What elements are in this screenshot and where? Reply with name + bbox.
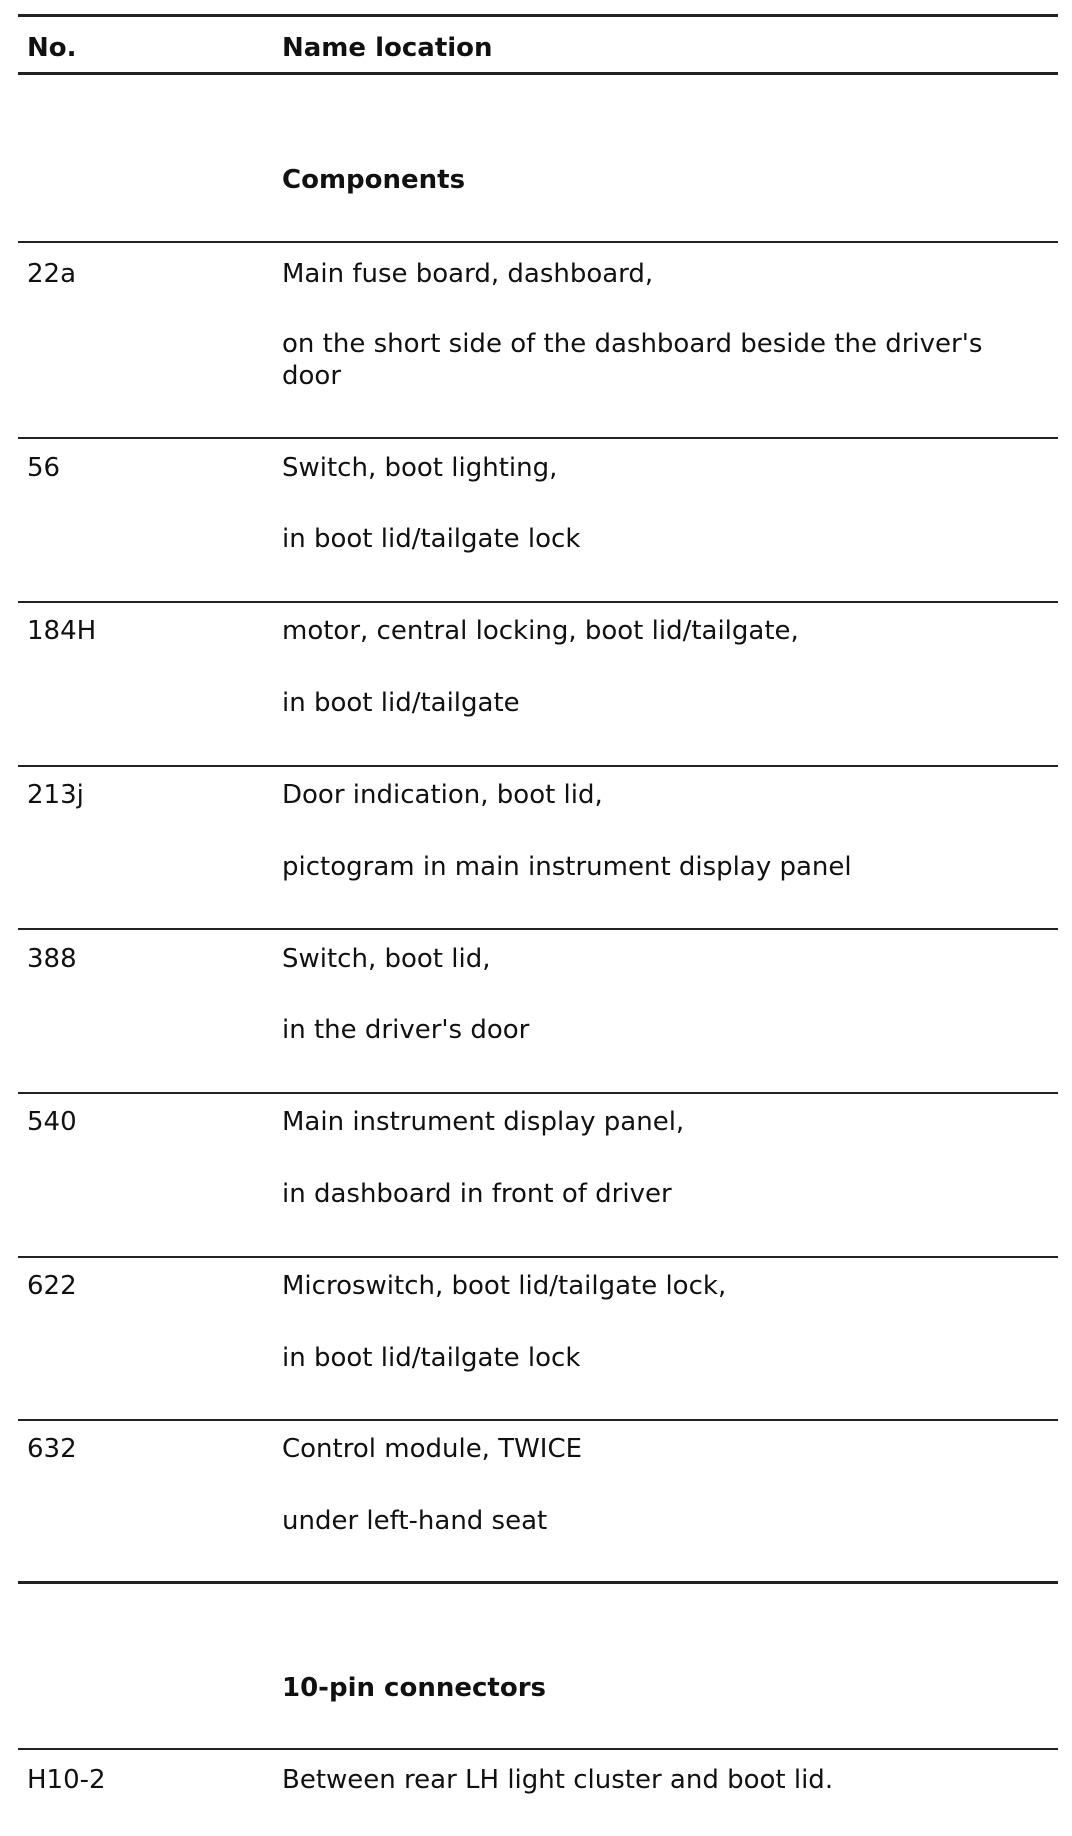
row-divider: [18, 241, 1058, 243]
row-location: under left-hand seat: [282, 1506, 548, 1536]
row-number: 56: [27, 453, 61, 483]
row-name: Microswitch, boot lid/tailgate lock,: [282, 1271, 727, 1301]
row-location: in the driver's door: [282, 1015, 530, 1045]
row-name: Door indication, boot lid,: [282, 780, 603, 810]
row-number: 622: [27, 1271, 77, 1301]
row-name: Switch, boot lid,: [282, 944, 491, 974]
row-name: Between rear LH light cluster and boot lid.: [282, 1765, 834, 1795]
row-divider: [18, 765, 1058, 767]
row-number: 388: [27, 944, 77, 974]
column-header-name-location: Name location: [282, 33, 493, 63]
row-name: motor, central locking, boot lid/tailgate,: [282, 616, 799, 646]
row-location: in dashboard in front of driver: [282, 1179, 672, 1209]
row-number: 22a: [27, 259, 77, 289]
row-name: Control module, TWICE: [282, 1434, 583, 1464]
row-name: Switch, boot lighting,: [282, 453, 558, 483]
row-name: Main fuse board, dashboard,: [282, 259, 654, 289]
row-number: 213j: [27, 780, 84, 810]
row-name: Main instrument display panel,: [282, 1107, 685, 1137]
row-number: 540: [27, 1107, 77, 1137]
row-number: 632: [27, 1434, 77, 1464]
section-end-rule: [18, 1581, 1058, 1584]
section-title: 10-pin connectors: [282, 1673, 546, 1703]
row-location: in boot lid/tailgate lock: [282, 524, 581, 554]
row-location: in boot lid/tailgate: [282, 688, 520, 718]
row-number: 184H: [27, 616, 97, 646]
row-divider: [18, 437, 1058, 439]
row-divider: [18, 1419, 1058, 1421]
row-location: on the short side of the dashboard beside the driver's door: [282, 329, 983, 391]
row-divider: [18, 1092, 1058, 1094]
section-title: Components: [282, 165, 466, 195]
row-divider: [18, 1256, 1058, 1258]
row-divider: [18, 1748, 1058, 1750]
top-rule: [18, 14, 1058, 17]
header-rule: [18, 72, 1058, 75]
row-location: in boot lid/tailgate lock: [282, 1343, 581, 1373]
row-number: H10-2: [27, 1765, 106, 1795]
row-divider: [18, 928, 1058, 930]
row-location: pictogram in main instrument display panel: [282, 852, 852, 882]
row-divider: [18, 601, 1058, 603]
column-header-no: No.: [27, 33, 77, 63]
